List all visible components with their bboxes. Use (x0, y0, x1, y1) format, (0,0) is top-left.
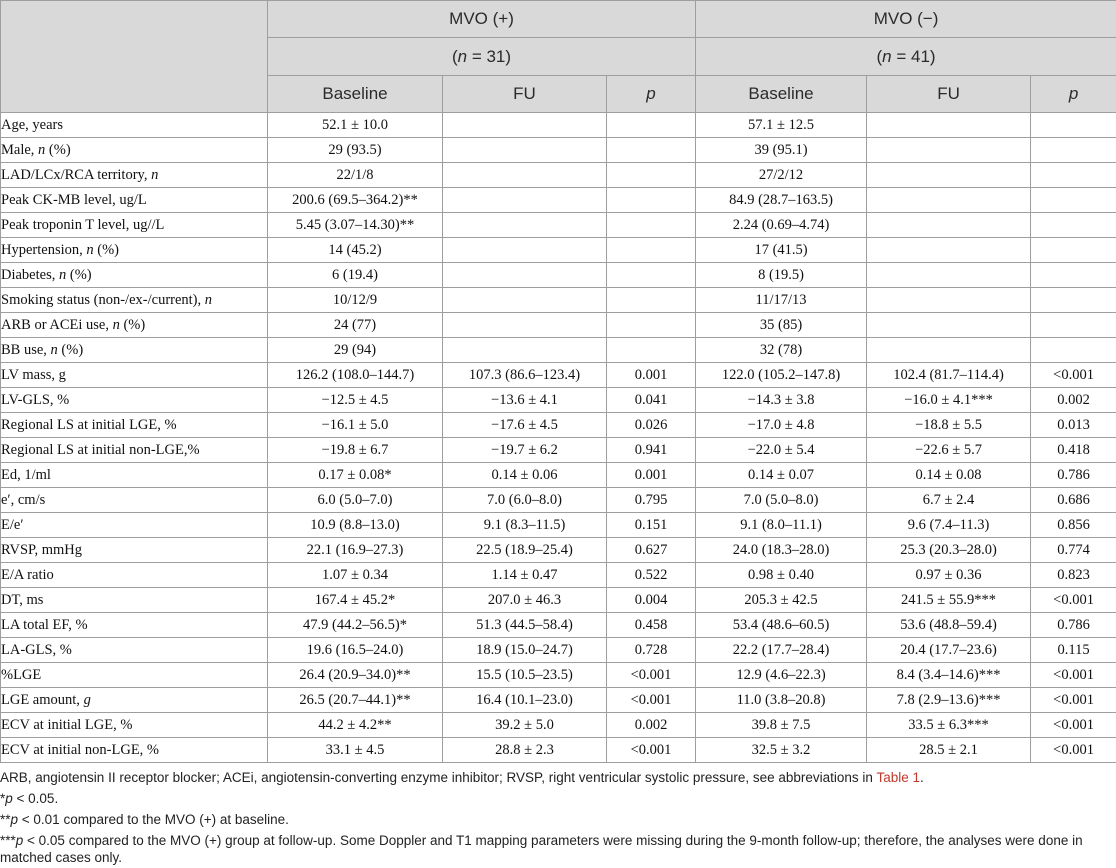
table-cell (867, 188, 1031, 213)
table-row (1, 488, 1116, 513)
row-label-end: (%) (66, 266, 92, 283)
row-label-end: (%) (93, 241, 119, 258)
table-row (1, 288, 1116, 313)
table-cell (1031, 138, 1116, 163)
footnote-1 (0, 790, 1116, 807)
row-label (1, 363, 268, 388)
row-label-end: (%) (119, 316, 146, 333)
table-cell: 18.9 (15.0–24.7) (443, 638, 607, 663)
table-cell (443, 338, 607, 363)
table-cell: 39.8 ± 7.5 (696, 713, 867, 738)
note-p: p (10, 812, 19, 827)
table-cell: 7.0 (5.0–8.0) (696, 488, 867, 513)
row-label-text: LAD/LCx/RCA territory, (1, 166, 152, 183)
table-cell: 7.0 (6.0–8.0) (443, 488, 607, 513)
row-label (1, 663, 268, 688)
table-row (1, 138, 1116, 163)
table-cell (867, 113, 1031, 138)
table-cell: 0.14 ± 0.07 (696, 463, 867, 488)
table-cell: 0.823 (1031, 563, 1116, 588)
table-cell: 9.6 (7.4–11.3) (867, 513, 1031, 538)
table-cell (607, 238, 696, 263)
table-row (1, 538, 1116, 563)
row-label (1, 388, 268, 413)
note-mark: *** (0, 833, 16, 848)
table-cell: <0.001 (1031, 663, 1116, 688)
table-cell: 0.17 ± 0.08* (268, 463, 443, 488)
table-row (1, 613, 1116, 638)
table-cell: 29 (94) (268, 338, 443, 363)
group-n-mvo-negative: (n = 41) (696, 38, 1116, 76)
table-row (1, 163, 1116, 188)
col-header-baseline: Baseline (268, 76, 443, 113)
table-cell: 22.1 (16.9–27.3) (268, 538, 443, 563)
table-cell: 25.3 (20.3–28.0) (867, 538, 1031, 563)
table-cell: 167.4 ± 45.2* (268, 588, 443, 613)
row-label (1, 513, 268, 538)
table-cell: 8.4 (3.4–14.6)*** (867, 663, 1031, 688)
table-cell: 122.0 (105.2–147.8) (696, 363, 867, 388)
n-value: = 41 (896, 46, 930, 66)
row-label-text: LV mass, g (1, 366, 66, 383)
table-cell: 33.1 ± 4.5 (268, 738, 443, 763)
table-row (1, 738, 1116, 763)
table-cell: 10.9 (8.8–13.0) (268, 513, 443, 538)
note-mark: * (0, 791, 6, 806)
table-row (1, 688, 1116, 713)
row-label (1, 163, 268, 188)
note-text: < 0.05. (12, 791, 59, 806)
col-header-p: p (1031, 76, 1116, 113)
table-cell: 0.795 (607, 488, 696, 513)
table-cell: 47.9 (44.2–56.5)* (268, 613, 443, 638)
table-cell: <0.001 (607, 738, 696, 763)
row-label (1, 263, 268, 288)
table-cell (443, 188, 607, 213)
table-cell: 0.786 (1031, 463, 1116, 488)
table-cell (443, 313, 607, 338)
table-cell: 53.6 (48.8–59.4) (867, 613, 1031, 638)
table-cell (1031, 238, 1116, 263)
group-n-mvo-positive: (n = 31) (268, 38, 696, 76)
table-row (1, 188, 1116, 213)
table-row (1, 463, 1116, 488)
table-cell: 0.98 ± 0.40 (696, 563, 867, 588)
row-label (1, 713, 268, 738)
row-label-italic: n (86, 241, 94, 258)
row-label-text: Peak CK-MB level, ug/L (1, 191, 147, 208)
table-cell: 0.458 (607, 613, 696, 638)
table-cell (443, 163, 607, 188)
table-cell: 0.115 (1031, 638, 1116, 663)
row-label-text: Ed, 1/ml (1, 466, 51, 483)
row-label-text: Regional LS at initial LGE, % (1, 416, 177, 433)
row-label (1, 463, 268, 488)
table-cell (1031, 113, 1116, 138)
table-cell: 28.8 ± 2.3 (443, 738, 607, 763)
footnote-abbreviations (0, 769, 1116, 786)
row-label-text: Regional LS at initial non-LGE,% (1, 441, 200, 458)
table-cell: 0.97 ± 0.36 (867, 563, 1031, 588)
corner-header (1, 1, 268, 113)
table-cell (607, 163, 696, 188)
table-cell: −16.0 ± 4.1*** (867, 388, 1031, 413)
row-label (1, 613, 268, 638)
table-cell: 126.2 (108.0–144.7) (268, 363, 443, 388)
table-cell: <0.001 (1031, 588, 1116, 613)
table-cell (607, 338, 696, 363)
table-cell: 0.004 (607, 588, 696, 613)
row-label-text: ARB or ACEi use, (1, 316, 113, 333)
row-label (1, 138, 268, 163)
table-cell (1031, 313, 1116, 338)
abbrev-end: . (920, 770, 924, 785)
table-cell: 17 (41.5) (696, 238, 867, 263)
table-cell: −17.6 ± 4.5 (443, 413, 607, 438)
table-cell: <0.001 (607, 663, 696, 688)
row-label-end: (%) (45, 141, 71, 158)
table-cell: 0.041 (607, 388, 696, 413)
row-label (1, 638, 268, 663)
table-row (1, 263, 1116, 288)
row-label (1, 113, 268, 138)
table-cell: 1.07 ± 0.34 (268, 563, 443, 588)
table-cell: 44.2 ± 4.2** (268, 713, 443, 738)
table-row (1, 638, 1116, 663)
table-cell (867, 263, 1031, 288)
table-row (1, 713, 1116, 738)
table-cell (867, 238, 1031, 263)
group-header-mvo-positive: MVO (+) (268, 1, 696, 38)
table-cell: 27/2/12 (696, 163, 867, 188)
row-label-text: Hypertension, (1, 241, 87, 258)
row-label (1, 688, 268, 713)
table-cell (607, 288, 696, 313)
table-cell: 5.45 (3.07–14.30)** (268, 213, 443, 238)
table-row (1, 663, 1116, 688)
table-cell: 0.941 (607, 438, 696, 463)
abbrev-text: ARB, angiotensin II receptor blocker; ACEi, angiotensin-converting enzyme inhibitor; RVSP, right ventricular systolic pressure, see abbreviations in (0, 770, 877, 785)
table-cell: 9.1 (8.3–11.5) (443, 513, 607, 538)
row-label (1, 563, 268, 588)
table-cell: 107.3 (86.6–123.4) (443, 363, 607, 388)
table-cell: 28.5 ± 2.1 (867, 738, 1031, 763)
table-cell (607, 188, 696, 213)
row-label (1, 738, 268, 763)
col-header-p: p (607, 76, 696, 113)
col-header-fu: FU (867, 76, 1031, 113)
table-cell: 22.2 (17.7–28.4) (696, 638, 867, 663)
table-row (1, 563, 1116, 588)
table-cell: 6.7 ± 2.4 (867, 488, 1031, 513)
table-cell (443, 263, 607, 288)
table-cell: 6.0 (5.0–7.0) (268, 488, 443, 513)
table-cell: 57.1 ± 12.5 (696, 113, 867, 138)
note-mark: ** (0, 812, 11, 827)
note-text: < 0.05 compared to the MVO (+) group at follow-up. Some Doppler and T1 mapping parameters were missing during the 9-month follow-up; therefore, the analyses were done in matched cases only. (0, 833, 1083, 865)
n-value: = 31 (471, 46, 506, 66)
row-label-text: RVSP, mmHg (1, 541, 83, 558)
table-cell: 29 (93.5) (268, 138, 443, 163)
note-text: < 0.01 compared to the MVO (+) at baseline. (18, 812, 289, 827)
row-label-text: %LGE (1, 666, 42, 683)
row-label-italic: n (204, 291, 213, 308)
col-header-fu: FU (443, 76, 607, 113)
table-cell: 0.786 (1031, 613, 1116, 638)
table-cell (443, 138, 607, 163)
table-cell: <0.001 (607, 688, 696, 713)
row-label (1, 238, 268, 263)
row-label-text: ECV at initial non-LGE, % (1, 741, 159, 758)
table-cell: 6 (19.4) (268, 263, 443, 288)
note-p: p (15, 833, 24, 848)
table-cell: 24.0 (18.3–28.0) (696, 538, 867, 563)
table-cell: −19.7 ± 6.2 (443, 438, 607, 463)
table-cell: −22.0 ± 5.4 (696, 438, 867, 463)
table-row (1, 338, 1116, 363)
row-label (1, 313, 268, 338)
table-cell: 200.6 (69.5–364.2)** (268, 188, 443, 213)
table-cell (607, 213, 696, 238)
row-label-text: Smoking status (non-/ex-/current), (1, 291, 205, 308)
table-cell: −17.0 ± 4.8 (696, 413, 867, 438)
table-cell: 20.4 (17.7–23.6) (867, 638, 1031, 663)
table-cell: 12.9 (4.6–22.3) (696, 663, 867, 688)
table-cell (1031, 213, 1116, 238)
row-label-text: Peak troponin T level, ug//L (1, 216, 165, 233)
table-cell: 0.001 (607, 463, 696, 488)
table-cell (607, 138, 696, 163)
table-row (1, 588, 1116, 613)
table-cell: 0.002 (607, 713, 696, 738)
table-cell (607, 313, 696, 338)
table-cell: 8 (19.5) (696, 263, 867, 288)
table-cell: −19.8 ± 6.7 (268, 438, 443, 463)
table-cell: 32 (78) (696, 338, 867, 363)
table-cell: 0.418 (1031, 438, 1116, 463)
table-cell: −12.5 ± 4.5 (268, 388, 443, 413)
row-label-italic: n (112, 316, 120, 333)
table-cell: 0.14 ± 0.06 (443, 463, 607, 488)
table-cell (607, 113, 696, 138)
row-label-end: (%) (57, 341, 84, 358)
n-symbol: n (882, 46, 892, 66)
table-cell: 0.151 (607, 513, 696, 538)
table-cell: 11.0 (3.8–20.8) (696, 688, 867, 713)
table-cell: 0.856 (1031, 513, 1116, 538)
row-label (1, 338, 268, 363)
table-cell: −18.8 ± 5.5 (867, 413, 1031, 438)
row-label-italic: n (151, 166, 159, 183)
table-cell: 0.522 (607, 563, 696, 588)
table-cell: 32.5 ± 3.2 (696, 738, 867, 763)
row-label-text: e′, cm/s (1, 491, 46, 508)
table-cell: 241.5 ± 55.9*** (867, 588, 1031, 613)
table-cell (867, 338, 1031, 363)
table-cell: 84.9 (28.7–163.5) (696, 188, 867, 213)
table-cell: 205.3 ± 42.5 (696, 588, 867, 613)
table-cell (1031, 188, 1116, 213)
table-cell (1031, 163, 1116, 188)
table-row (1, 313, 1116, 338)
row-label-text: BB use, (1, 341, 51, 358)
n-symbol: n (457, 46, 468, 66)
row-label (1, 188, 268, 213)
row-label-italic: n (50, 341, 58, 358)
row-label-text: LGE amount, (1, 691, 84, 708)
table-cell (1031, 263, 1116, 288)
row-label-text: E/A ratio (1, 566, 54, 583)
table-cell (443, 113, 607, 138)
table1-link[interactable]: Table 1 (876, 770, 920, 785)
note-p: p (5, 791, 13, 806)
table-cell: −13.6 ± 4.1 (443, 388, 607, 413)
table-cell: 22.5 (18.9–25.4) (443, 538, 607, 563)
table-cell: 0.001 (607, 363, 696, 388)
row-label-italic: g (83, 691, 91, 708)
table-cell: 10/12/9 (268, 288, 443, 313)
table-cell: 0.013 (1031, 413, 1116, 438)
table-cell: <0.001 (1031, 688, 1116, 713)
table-cell: 22/1/8 (268, 163, 443, 188)
col-header-baseline: Baseline (696, 76, 867, 113)
table-cell: 51.3 (44.5–58.4) (443, 613, 607, 638)
row-label-text: Diabetes, (1, 266, 59, 283)
table-cell: −22.6 ± 5.7 (867, 438, 1031, 463)
table-cell: 16.4 (10.1–23.0) (443, 688, 607, 713)
table-cell: 102.4 (81.7–114.4) (867, 363, 1031, 388)
table-cell: 14 (45.2) (268, 238, 443, 263)
table-cell: 52.1 ± 10.0 (268, 113, 443, 138)
table-cell (867, 163, 1031, 188)
table-row (1, 413, 1116, 438)
table-cell: 0.774 (1031, 538, 1116, 563)
table-cell: 0.026 (607, 413, 696, 438)
row-label (1, 213, 268, 238)
table-row (1, 363, 1116, 388)
table-cell (1031, 288, 1116, 313)
table-cell: 9.1 (8.0–11.1) (696, 513, 867, 538)
row-label (1, 488, 268, 513)
table-cell (867, 213, 1031, 238)
table-row (1, 213, 1116, 238)
table-row (1, 513, 1116, 538)
table-cell (443, 238, 607, 263)
table-cell: 15.5 (10.5–23.5) (443, 663, 607, 688)
table-row (1, 438, 1116, 463)
table-cell: 7.8 (2.9–13.6)*** (867, 688, 1031, 713)
table-cell: 33.5 ± 6.3*** (867, 713, 1031, 738)
row-label-text: ECV at initial LGE, % (1, 716, 133, 733)
table-cell: 26.4 (20.9–34.0)** (268, 663, 443, 688)
table-cell: 0.686 (1031, 488, 1116, 513)
table-cell (867, 138, 1031, 163)
row-label-italic: n (38, 141, 46, 158)
row-label (1, 288, 268, 313)
table-row (1, 238, 1116, 263)
table-cell: 19.6 (16.5–24.0) (268, 638, 443, 663)
table-cell (443, 288, 607, 313)
table-cell: 39.2 ± 5.0 (443, 713, 607, 738)
table-cell: <0.001 (1031, 738, 1116, 763)
table-cell: 0.627 (607, 538, 696, 563)
table-cell: 0.14 ± 0.08 (867, 463, 1031, 488)
table-cell: <0.001 (1031, 713, 1116, 738)
row-label (1, 413, 268, 438)
table-cell: 11/17/13 (696, 288, 867, 313)
table-cell (607, 263, 696, 288)
footnote-3 (0, 832, 1116, 866)
row-label (1, 538, 268, 563)
table-body (1, 113, 1116, 763)
group-header-mvo-negative: MVO (−) (696, 1, 1116, 38)
table-row (1, 388, 1116, 413)
row-label (1, 588, 268, 613)
table-cell: <0.001 (1031, 363, 1116, 388)
table-row (1, 113, 1116, 138)
row-label-italic: n (58, 266, 67, 283)
table-cell: 24 (77) (268, 313, 443, 338)
row-label-text: LV-GLS, % (1, 391, 70, 408)
table-cell: 39 (95.1) (696, 138, 867, 163)
table-cell (1031, 338, 1116, 363)
table-cell: 2.24 (0.69–4.74) (696, 213, 867, 238)
table-cell: 53.4 (48.6–60.5) (696, 613, 867, 638)
row-label (1, 438, 268, 463)
row-label-text: E/e′ (1, 516, 24, 533)
table-cell: 1.14 ± 0.47 (443, 563, 607, 588)
table-cell: −16.1 ± 5.0 (268, 413, 443, 438)
row-label-text: Age, years (1, 116, 64, 133)
table-cell: 35 (85) (696, 313, 867, 338)
row-label-text: DT, ms (1, 591, 44, 608)
table-cell: 0.728 (607, 638, 696, 663)
table-cell (867, 313, 1031, 338)
table-cell (443, 213, 607, 238)
table-cell: 0.002 (1031, 388, 1116, 413)
table-cell: 207.0 ± 46.3 (443, 588, 607, 613)
row-label-text: LA total EF, % (1, 616, 88, 633)
table-cell: 26.5 (20.7–44.1)** (268, 688, 443, 713)
table-cell (867, 288, 1031, 313)
row-label-text: Male, (1, 141, 39, 158)
table-cell: −14.3 ± 3.8 (696, 388, 867, 413)
footnote-2 (0, 811, 1116, 828)
row-label-text: LA-GLS, % (1, 641, 72, 658)
